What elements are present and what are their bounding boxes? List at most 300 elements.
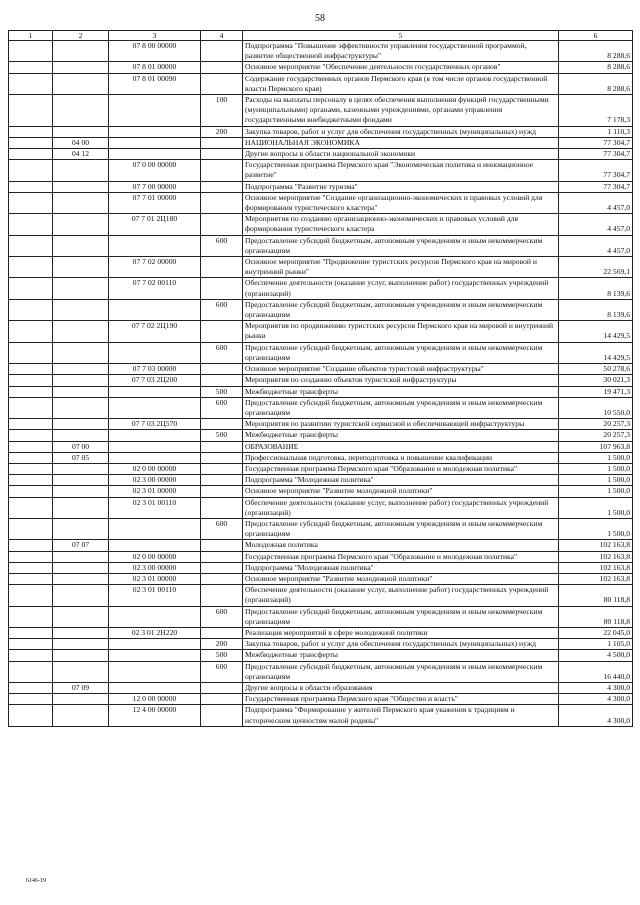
- subsection-code-cell: [53, 278, 109, 299]
- description-cell: Обеспечение деятельности (оказание услуг, выполнение работ) государственных учреждений (организаций): [243, 497, 559, 518]
- expense-type-cell: [201, 705, 243, 726]
- expense-type-cell: 200: [201, 126, 243, 137]
- target-article-cell: [109, 149, 201, 160]
- description-cell: Межбюджетные трансферты: [243, 430, 559, 441]
- section-code-cell: [9, 430, 53, 441]
- amount-cell: 16 440,0: [559, 661, 633, 682]
- table-row: [9, 585, 633, 606]
- amount-cell: 102 163,8: [559, 551, 633, 562]
- target-article-cell: 12 0 00 00000: [109, 694, 201, 705]
- target-article-cell: 07 7 02 00110: [109, 278, 201, 299]
- column-header: 5: [243, 31, 559, 41]
- description-cell: Основное мероприятие "Развитие молодежной политики": [243, 486, 559, 497]
- description-cell: Межбюджетные трансферты: [243, 650, 559, 661]
- subsection-code-cell: [53, 181, 109, 192]
- expense-type-cell: 100: [201, 95, 243, 127]
- target-article-cell: [109, 430, 201, 441]
- subsection-code-cell: [53, 551, 109, 562]
- subsection-code-cell: [53, 95, 109, 127]
- section-code-cell: [9, 95, 53, 127]
- table-row: [9, 299, 633, 320]
- amount-cell: 7 178,3: [559, 95, 633, 127]
- section-code-cell: [9, 486, 53, 497]
- section-code-cell: [9, 585, 53, 606]
- amount-cell: 4 457,0: [559, 214, 633, 235]
- description-cell: Мероприятия по созданию объектов туристской инфраструктуры: [243, 375, 559, 386]
- description-cell: Основное мероприятие "Развитие молодежной политики": [243, 573, 559, 584]
- subsection-code-cell: [53, 257, 109, 278]
- table-row: [9, 397, 633, 418]
- subsection-code-cell: [53, 573, 109, 584]
- expense-type-cell: [201, 321, 243, 342]
- section-code-cell: [9, 73, 53, 94]
- subsection-code-cell: [53, 364, 109, 375]
- target-article-cell: [109, 126, 201, 137]
- expense-type-cell: [201, 452, 243, 463]
- target-article-cell: 07 7 01 00000: [109, 192, 201, 213]
- target-article-cell: [109, 386, 201, 397]
- amount-cell: 4 300,0: [559, 705, 633, 726]
- target-article-cell: 07 8 00 00000: [109, 41, 201, 62]
- section-code-cell: [9, 397, 53, 418]
- table-row: [9, 149, 633, 160]
- description-cell: Закупка товаров, работ и услуг для обеспечения государственных (муниципальных) нужд: [243, 126, 559, 137]
- target-article-cell: 02 3 01 2Н220: [109, 627, 201, 638]
- target-article-cell: 07 7 02 00000: [109, 257, 201, 278]
- table-row: [9, 463, 633, 474]
- table-row: [9, 214, 633, 235]
- expense-type-cell: [201, 551, 243, 562]
- expense-type-cell: [201, 585, 243, 606]
- amount-cell: 80 118,8: [559, 585, 633, 606]
- expense-type-cell: [201, 278, 243, 299]
- subsection-code-cell: [53, 321, 109, 342]
- amount-cell: 102 163,8: [559, 540, 633, 551]
- amount-cell: 77 304,7: [559, 160, 633, 181]
- description-cell: Мероприятия по созданию организационно-экономических и правовых условий для формирования туристического кластера: [243, 214, 559, 235]
- subsection-code-cell: [53, 299, 109, 320]
- subsection-code-cell: [53, 475, 109, 486]
- description-cell: Подпрограмма "Молодежная политика": [243, 475, 559, 486]
- subsection-code-cell: [53, 342, 109, 363]
- expense-type-cell: 600: [201, 235, 243, 256]
- subsection-code-cell: [53, 160, 109, 181]
- description-cell: Государственная программа Пермского края "Образование и молодежная политика": [243, 463, 559, 474]
- amount-cell: 8 288,6: [559, 62, 633, 73]
- subsection-code-cell: [53, 397, 109, 418]
- expense-type-cell: 200: [201, 639, 243, 650]
- section-code-cell: [9, 299, 53, 320]
- subsection-code-cell: [53, 126, 109, 137]
- section-code-cell: [9, 606, 53, 627]
- table-row: [9, 137, 633, 148]
- amount-cell: 4 457,0: [559, 192, 633, 213]
- target-article-cell: 07 7 03 00000: [109, 364, 201, 375]
- description-cell: Государственная программа Пермского края "Общество и власть": [243, 694, 559, 705]
- description-cell: Реализация мероприятий в сфере молодежной политики: [243, 627, 559, 638]
- description-cell: Предоставление субсидий бюджетным, автономным учреждениям и иным некоммерческим организациям: [243, 299, 559, 320]
- expense-type-cell: [201, 627, 243, 638]
- section-code-cell: [9, 62, 53, 73]
- amount-cell: 4 500,0: [559, 650, 633, 661]
- section-code-cell: [9, 551, 53, 562]
- amount-cell: 1 500,0: [559, 452, 633, 463]
- amount-cell: 14 429,5: [559, 342, 633, 363]
- target-article-cell: 07 7 03 2Ц570: [109, 419, 201, 430]
- description-cell: Основное мероприятие "Создание объектов туристской инфраструктуры": [243, 364, 559, 375]
- subsection-code-cell: 07 00: [53, 441, 109, 452]
- column-header: 3: [109, 31, 201, 41]
- expense-type-cell: 500: [201, 650, 243, 661]
- amount-cell: 10 550,0: [559, 397, 633, 418]
- target-article-cell: 07 7 01 2Ц180: [109, 214, 201, 235]
- target-article-cell: [109, 137, 201, 148]
- target-article-cell: 02 3 00 00000: [109, 475, 201, 486]
- target-article-cell: 02 0 00 00000: [109, 463, 201, 474]
- description-cell: Предоставление субсидий бюджетным, автономным учреждениям и иным некоммерческим организациям: [243, 235, 559, 256]
- target-article-cell: 07 7 02 2Ц190: [109, 321, 201, 342]
- description-cell: Другие вопросы в области национальной экономики: [243, 149, 559, 160]
- section-code-cell: [9, 452, 53, 463]
- subsection-code-cell: [53, 235, 109, 256]
- target-article-cell: [109, 452, 201, 463]
- subsection-code-cell: [53, 192, 109, 213]
- amount-cell: 22 045,0: [559, 627, 633, 638]
- subsection-code-cell: [53, 386, 109, 397]
- section-code-cell: [9, 41, 53, 62]
- budget-table: [8, 30, 633, 727]
- table-row: [9, 661, 633, 682]
- target-article-cell: [109, 518, 201, 539]
- target-article-cell: [109, 299, 201, 320]
- table-row: [9, 639, 633, 650]
- section-code-cell: [9, 475, 53, 486]
- column-header: 6: [559, 31, 633, 41]
- description-cell: Подпрограмма "Повышение эффективности управления государственной программой, развитие общественной инфраструктуры": [243, 41, 559, 62]
- table-row: [9, 627, 633, 638]
- description-cell: Расходы на выплаты персоналу в целях обеспечения выполнения функций государственными (муниципальными) органами, казенными учреждениями, органами управления государственными внебюджетными фондами: [243, 95, 559, 127]
- subsection-code-cell: 07 09: [53, 682, 109, 693]
- expense-type-cell: 600: [201, 397, 243, 418]
- section-code-cell: [9, 540, 53, 551]
- section-code-cell: [9, 694, 53, 705]
- table-row: [9, 364, 633, 375]
- expense-type-cell: 600: [201, 661, 243, 682]
- subsection-code-cell: 07 05: [53, 452, 109, 463]
- section-code-cell: [9, 639, 53, 650]
- expense-type-cell: [201, 441, 243, 452]
- description-cell: Мероприятия по продвижению туристских ресурсов Пермского края на мировой и внутренний рынки: [243, 321, 559, 342]
- table-row: [9, 235, 633, 256]
- expense-type-cell: [201, 137, 243, 148]
- target-article-cell: [109, 682, 201, 693]
- description-cell: Межбюджетные трансферты: [243, 386, 559, 397]
- expense-type-cell: [201, 694, 243, 705]
- section-code-cell: [9, 126, 53, 137]
- amount-cell: 77 304,7: [559, 137, 633, 148]
- table-row: [9, 257, 633, 278]
- expense-type-cell: [201, 540, 243, 551]
- amount-cell: 77 304,7: [559, 149, 633, 160]
- subsection-code-cell: [53, 375, 109, 386]
- expense-type-cell: 600: [201, 606, 243, 627]
- description-cell: Предоставление субсидий бюджетным, автономным учреждениям и иным некоммерческим организациям: [243, 661, 559, 682]
- subsection-code-cell: [53, 606, 109, 627]
- subsection-code-cell: [53, 73, 109, 94]
- table-row: [9, 386, 633, 397]
- section-code-cell: [9, 627, 53, 638]
- description-cell: Предоставление субсидий бюджетным, автономным учреждениям и иным некоммерческим организациям: [243, 606, 559, 627]
- table-row: [9, 573, 633, 584]
- section-code-cell: [9, 441, 53, 452]
- amount-cell: 4 300,0: [559, 682, 633, 693]
- table-row: [9, 497, 633, 518]
- target-article-cell: 07 8 01 00090: [109, 73, 201, 94]
- column-header: 2: [53, 31, 109, 41]
- section-code-cell: [9, 160, 53, 181]
- description-cell: Предоставление субсидий бюджетным, автономным учреждениям и иным некоммерческим организациям: [243, 518, 559, 539]
- target-article-cell: 02 3 01 00000: [109, 486, 201, 497]
- table-row: [9, 73, 633, 94]
- expense-type-cell: 500: [201, 430, 243, 441]
- section-code-cell: [9, 342, 53, 363]
- section-code-cell: [9, 562, 53, 573]
- subsection-code-cell: [53, 627, 109, 638]
- table-row: [9, 475, 633, 486]
- target-article-cell: 12 4 00 00000: [109, 705, 201, 726]
- expense-type-cell: [201, 192, 243, 213]
- amount-cell: 4 300,0: [559, 694, 633, 705]
- subsection-code-cell: [53, 419, 109, 430]
- target-article-cell: [109, 342, 201, 363]
- section-code-cell: [9, 192, 53, 213]
- table-row: [9, 452, 633, 463]
- section-code-cell: [9, 181, 53, 192]
- expense-type-cell: [201, 562, 243, 573]
- expense-type-cell: [201, 497, 243, 518]
- description-cell: Подпрограмма "Молодежная политика": [243, 562, 559, 573]
- table-row: [9, 486, 633, 497]
- description-cell: Другие вопросы в области образования: [243, 682, 559, 693]
- amount-cell: 19 471,3: [559, 386, 633, 397]
- amount-cell: 102 163,8: [559, 562, 633, 573]
- description-cell: ОБРАЗОВАНИЕ: [243, 441, 559, 452]
- table-row: [9, 95, 633, 127]
- column-number-row: [9, 31, 633, 41]
- table-row: [9, 62, 633, 73]
- section-code-cell: [9, 375, 53, 386]
- description-cell: НАЦИОНАЛЬНАЯ ЭКОНОМИКА: [243, 137, 559, 148]
- table-row: [9, 160, 633, 181]
- target-article-cell: [109, 661, 201, 682]
- table-row: [9, 562, 633, 573]
- expense-type-cell: 500: [201, 386, 243, 397]
- table-row: [9, 419, 633, 430]
- amount-cell: 22 569,1: [559, 257, 633, 278]
- target-article-cell: [109, 606, 201, 627]
- description-cell: Обеспечение деятельности (оказание услуг, выполнение работ) государственных учреждений (организаций): [243, 585, 559, 606]
- table-row: [9, 430, 633, 441]
- amount-cell: 4 457,0: [559, 235, 633, 256]
- section-code-cell: [9, 419, 53, 430]
- subsection-code-cell: [53, 639, 109, 650]
- amount-cell: 77 304,7: [559, 181, 633, 192]
- section-code-cell: [9, 497, 53, 518]
- table-row: [9, 41, 633, 62]
- target-article-cell: [109, 95, 201, 127]
- expense-type-cell: [201, 486, 243, 497]
- description-cell: Основное мероприятие "Продвижение туристских ресурсов Пермского края на мировой и внутренний рынки": [243, 257, 559, 278]
- page-number: 58: [315, 13, 325, 24]
- expense-type-cell: 600: [201, 299, 243, 320]
- table-row: [9, 518, 633, 539]
- subsection-code-cell: [53, 497, 109, 518]
- target-article-cell: [109, 235, 201, 256]
- section-code-cell: [9, 364, 53, 375]
- amount-cell: 1 500,0: [559, 486, 633, 497]
- description-cell: Молодежная политика: [243, 540, 559, 551]
- subsection-code-cell: [53, 661, 109, 682]
- expense-type-cell: [201, 475, 243, 486]
- section-code-cell: [9, 650, 53, 661]
- amount-cell: 1 105,0: [559, 639, 633, 650]
- amount-cell: 1 500,0: [559, 475, 633, 486]
- subsection-code-cell: [53, 705, 109, 726]
- table-row: [9, 375, 633, 386]
- expense-type-cell: [201, 41, 243, 62]
- description-cell: Основное мероприятие "Обеспечение деятельности государственных органов": [243, 62, 559, 73]
- amount-cell: 80 118,8: [559, 606, 633, 627]
- target-article-cell: 07 7 03 2Ц200: [109, 375, 201, 386]
- target-article-cell: 02 3 00 00000: [109, 562, 201, 573]
- target-article-cell: [109, 639, 201, 650]
- section-code-cell: [9, 682, 53, 693]
- target-article-cell: 02 3 01 00000: [109, 573, 201, 584]
- section-code-cell: [9, 573, 53, 584]
- amount-cell: 20 257,3: [559, 430, 633, 441]
- subsection-code-cell: [53, 463, 109, 474]
- description-cell: Обеспечение деятельности (оказание услуг, выполнение работ) государственных учреждений (организаций): [243, 278, 559, 299]
- amount-cell: 50 278,6: [559, 364, 633, 375]
- expense-type-cell: [201, 73, 243, 94]
- section-code-cell: [9, 278, 53, 299]
- section-code-cell: [9, 661, 53, 682]
- subsection-code-cell: 04 00: [53, 137, 109, 148]
- amount-cell: 8 139,6: [559, 299, 633, 320]
- description-cell: Государственная программа Пермского края "Экономическая политика и инновационное развитие": [243, 160, 559, 181]
- target-article-cell: [109, 650, 201, 661]
- description-cell: Закупка товаров, работ и услуг для обеспечения государственных (муниципальных) нужд: [243, 639, 559, 650]
- table-row: [9, 705, 633, 726]
- expense-type-cell: 600: [201, 518, 243, 539]
- target-article-cell: 07 7 00 00000: [109, 181, 201, 192]
- table-row: [9, 682, 633, 693]
- table-row: [9, 278, 633, 299]
- subsection-code-cell: [53, 562, 109, 573]
- expense-type-cell: [201, 181, 243, 192]
- table-row: [9, 126, 633, 137]
- section-code-cell: [9, 518, 53, 539]
- table-row: [9, 650, 633, 661]
- table-body: [9, 41, 633, 727]
- section-code-cell: [9, 149, 53, 160]
- target-article-cell: 07 8 01 00000: [109, 62, 201, 73]
- section-code-cell: [9, 705, 53, 726]
- expense-type-cell: [201, 375, 243, 386]
- subsection-code-cell: [53, 214, 109, 235]
- expense-type-cell: [201, 257, 243, 278]
- expense-type-cell: [201, 214, 243, 235]
- target-article-cell: 02 3 01 00110: [109, 585, 201, 606]
- amount-cell: 30 021,3: [559, 375, 633, 386]
- section-code-cell: [9, 386, 53, 397]
- amount-cell: 8 288,6: [559, 73, 633, 94]
- amount-cell: 102 163,8: [559, 573, 633, 584]
- subsection-code-cell: [53, 518, 109, 539]
- description-cell: Содержание государственных органов Пермского края (в том числе органов государственной власти Пермского края): [243, 73, 559, 94]
- amount-cell: 8 139,6: [559, 278, 633, 299]
- target-article-cell: 02 0 00 00000: [109, 551, 201, 562]
- table-row: [9, 441, 633, 452]
- expense-type-cell: [201, 149, 243, 160]
- amount-cell: 1 110,3: [559, 126, 633, 137]
- table-row: [9, 606, 633, 627]
- section-code-cell: [9, 137, 53, 148]
- amount-cell: 14 429,5: [559, 321, 633, 342]
- description-cell: Предоставление субсидий бюджетным, автономным учреждениям и иным некоммерческим организациям: [243, 342, 559, 363]
- target-article-cell: [109, 441, 201, 452]
- section-code-cell: [9, 321, 53, 342]
- section-code-cell: [9, 463, 53, 474]
- description-cell: Подпрограмма "Развитие туризма": [243, 181, 559, 192]
- amount-cell: 1 500,0: [559, 463, 633, 474]
- subsection-code-cell: 07 07: [53, 540, 109, 551]
- description-cell: Предоставление субсидий бюджетным, автономным учреждениям и иным некоммерческим организациям: [243, 397, 559, 418]
- description-cell: Государственная программа Пермского края "Образование и молодежная политика": [243, 551, 559, 562]
- column-header: 4: [201, 31, 243, 41]
- description-cell: Основное мероприятие "Создание организационно-экономических и правовых условий для формирования туристического кластера": [243, 192, 559, 213]
- subsection-code-cell: [53, 585, 109, 606]
- description-cell: Профессиональная подготовка, переподготовка и повышение квалификации: [243, 452, 559, 463]
- expense-type-cell: [201, 463, 243, 474]
- subsection-code-cell: [53, 430, 109, 441]
- column-header: 1: [9, 31, 53, 41]
- expense-type-cell: [201, 682, 243, 693]
- description-cell: Подпрограмма "Формирование у жителей Пермского края уважения к традициям и историческим ценностям малой родины": [243, 705, 559, 726]
- subsection-code-cell: [53, 41, 109, 62]
- amount-cell: 107 963,8: [559, 441, 633, 452]
- subsection-code-cell: [53, 650, 109, 661]
- expense-type-cell: 600: [201, 342, 243, 363]
- table-row: [9, 192, 633, 213]
- expense-type-cell: [201, 62, 243, 73]
- table-row: [9, 181, 633, 192]
- description-cell: Мероприятия по развитию туристской сервисной и обеспечивающей инфраструктуры: [243, 419, 559, 430]
- amount-cell: 20 257,3: [559, 419, 633, 430]
- amount-cell: 1 500,0: [559, 518, 633, 539]
- table-row: [9, 551, 633, 562]
- footer-code: 6146-19: [26, 878, 46, 884]
- table-row: [9, 540, 633, 551]
- table-row: [9, 321, 633, 342]
- subsection-code-cell: [53, 62, 109, 73]
- table-row: [9, 694, 633, 705]
- expense-type-cell: [201, 364, 243, 375]
- subsection-code-cell: [53, 694, 109, 705]
- expense-type-cell: [201, 160, 243, 181]
- target-article-cell: 07 0 00 00000: [109, 160, 201, 181]
- subsection-code-cell: [53, 486, 109, 497]
